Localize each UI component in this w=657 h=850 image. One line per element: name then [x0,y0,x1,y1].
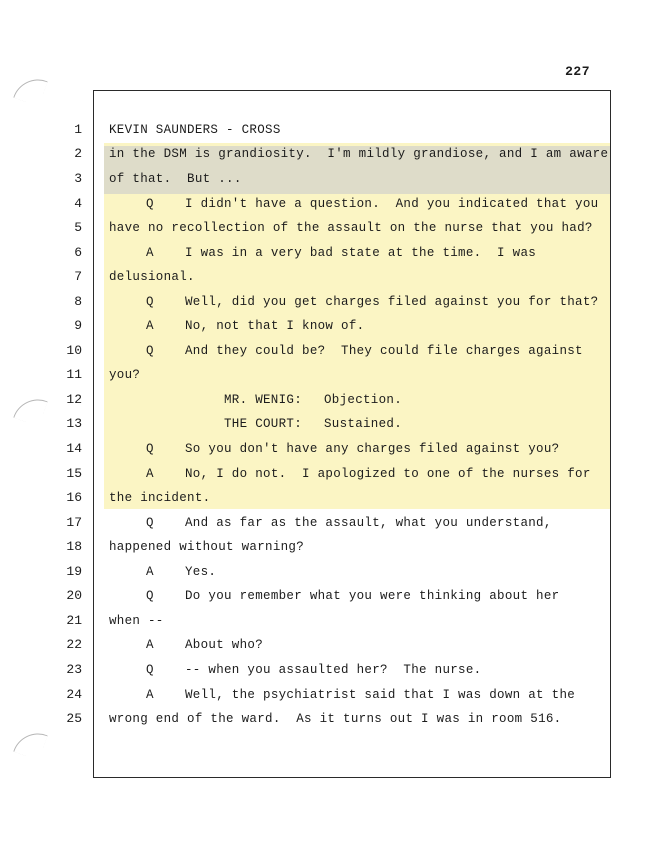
transcript-line: -- when you assaulted her? The nurse. [185,663,482,677]
transcript-line: No, not that I know of. [185,319,365,333]
speaker-label: THE COURT: [224,417,303,431]
transcript-line: Sustained. [324,417,403,431]
transcript-line: Well, did you get charges filed against you for that? [185,295,599,309]
transcript-line: I didn't have a question. And you indicated that you [185,197,599,211]
line-number: 8 [74,294,82,309]
transcript-line: So you don't have any charges filed against you? [185,442,560,456]
transcript-line: Yes. [185,565,217,579]
punch-hole-middle [13,392,48,427]
line-number: 22 [66,637,82,652]
line-number: 19 [66,564,82,579]
line-number: 14 [66,441,82,456]
line-number: 6 [74,245,82,260]
line-number: 9 [74,318,82,333]
line-number: 4 [74,196,82,211]
line-number: 16 [66,490,82,505]
line-number: 13 [66,416,82,431]
transcript-line: in the DSM is grandiosity. I'm mildly grandiose, and I am aware [109,147,609,161]
line-number: 15 [66,466,82,481]
transcript-line: delusional. [109,270,195,284]
speaker-label: A [146,319,154,333]
line-number: 5 [74,220,82,235]
transcript-line: you? [109,368,141,382]
transcript-line: of that. But ... [109,172,242,186]
punch-hole-top [13,72,48,107]
speaker-label: MR. WENIG: [224,393,303,407]
punch-hole-bottom [13,726,48,761]
transcript-line: And they could be? They could file charges against [185,344,583,358]
transcript-line: Do you remember what you were thinking about her [185,589,560,603]
transcript-line: I was in a very bad state at the time. I was [185,246,537,260]
speaker-label: A [146,246,154,260]
transcript-line: Objection. [324,393,403,407]
speaker-label: A [146,565,154,579]
speaker-label: A [146,688,154,702]
line-number: 24 [66,687,82,702]
line-number: 1 [74,122,82,137]
transcript-line: And as far as the assault, what you understand, [185,516,552,530]
line-number: 21 [66,613,82,628]
transcript-line: have no recollection of the assault on the nurse that you had? [109,221,593,235]
speaker-label: Q [146,295,154,309]
line-number: 25 [66,711,82,726]
transcript-line: when -- [109,614,164,628]
line-number: 11 [66,367,82,382]
speaker-label: Q [146,589,154,603]
speaker-label: Q [146,663,154,677]
line-number: 2 [74,146,82,161]
witness-caption: KEVIN SAUNDERS - CROSS [109,123,281,137]
line-number: 12 [66,392,82,407]
speaker-label: Q [146,197,154,211]
line-number: 17 [66,515,82,530]
line-number: 3 [74,171,82,186]
speaker-label: A [146,467,154,481]
transcript-line: Well, the psychiatrist said that I was down at the [185,688,576,702]
page-number: 227 [565,64,590,79]
speaker-label: A [146,638,154,652]
transcript-line: No, I do not. I apologized to one of the nurses for [185,467,591,481]
transcript-line: the incident. [109,491,211,505]
speaker-label: Q [146,442,154,456]
transcript-line: happened without warning? [109,540,305,554]
line-number: 7 [74,269,82,284]
line-number: 20 [66,588,82,603]
line-number: 18 [66,539,82,554]
speaker-label: Q [146,516,154,530]
line-number: 23 [66,662,82,677]
line-number: 10 [66,343,82,358]
speaker-label: Q [146,344,154,358]
transcript-line: wrong end of the ward. As it turns out I was in room 516. [109,712,562,726]
transcript-line: About who? [185,638,264,652]
